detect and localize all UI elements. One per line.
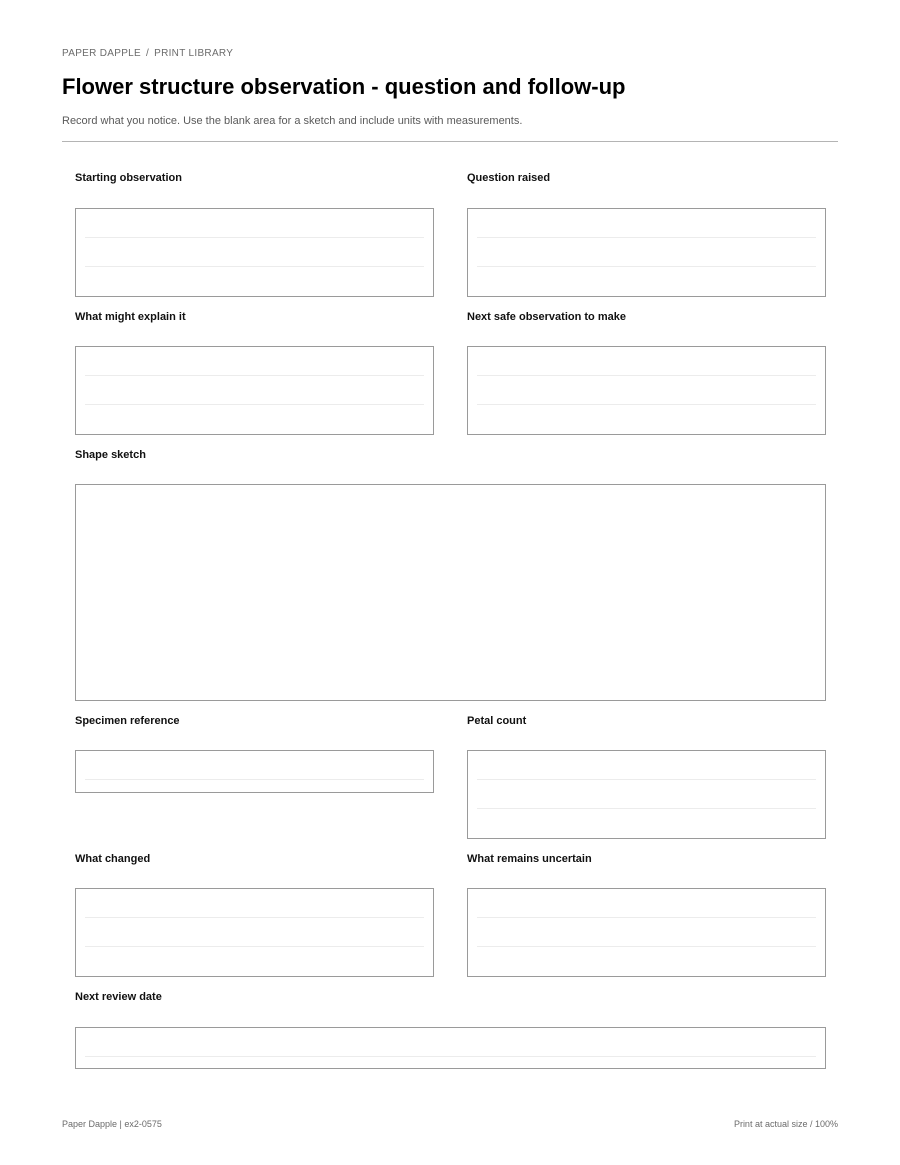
field-label: What might explain it [75,311,186,323]
field-label: Next review date [75,991,162,1003]
petal-count-box[interactable] [467,750,826,839]
writing-line [477,779,816,780]
breadcrumb-section: PRINT LIBRARY [154,48,234,59]
writing-line [477,808,816,809]
writing-line [477,917,816,918]
writing-line [477,266,816,267]
specimen-reference-box[interactable] [75,750,434,793]
shape-sketch-area[interactable] [75,484,826,701]
writing-line [477,237,816,238]
next-review-date-box[interactable] [75,1027,826,1069]
writing-line [85,266,424,267]
writing-line [477,946,816,947]
header-divider [62,141,838,142]
field-what-might-explain [75,311,434,435]
field-shape-sketch [75,449,826,701]
field-label: What remains uncertain [467,853,592,865]
starting-observation-box[interactable] [75,208,434,297]
field-label: Shape sketch [75,449,146,461]
question-raised-box[interactable] [467,208,826,297]
writing-line [85,917,424,918]
field-label: Next safe observation to make [467,311,626,323]
field-what-remains-uncertain [467,853,826,977]
next-safe-observation-box[interactable] [467,346,826,435]
what-might-explain-box[interactable] [75,346,434,435]
writing-line [85,1056,816,1057]
field-question-raised [467,172,826,297]
field-label: Specimen reference [75,715,180,727]
field-starting-observation [75,172,434,297]
footer-print-note: Print at actual size / 100% [733,1119,838,1129]
field-what-changed [75,853,434,977]
what-remains-uncertain-box[interactable] [467,888,826,977]
writing-line [477,404,816,405]
writing-line [477,375,816,376]
page-subtitle: Record what you notice. Use the blank area for a sketch and include units with measurements. [62,115,523,127]
page-title: Flower structure observation - question and follow-up [62,74,626,99]
breadcrumb-brand: PAPER DAPPLE [62,48,142,59]
what-changed-box[interactable] [75,888,434,977]
footer-document-id: Paper Dapple | ex2-0575 [62,1119,162,1129]
field-label: Starting observation [75,172,182,184]
writing-line [85,404,424,405]
field-next-review-date [75,991,826,1069]
field-label: Petal count [467,715,527,727]
field-next-safe-observation [467,311,826,435]
writing-line [85,779,424,780]
writing-line [85,946,424,947]
writing-line [85,375,424,376]
field-specimen-reference [75,715,434,793]
field-label: Question raised [467,172,551,184]
breadcrumb [62,48,233,59]
breadcrumb-separator: / [146,48,150,59]
field-label: What changed [75,853,151,865]
field-petal-count [467,715,826,839]
writing-line [85,237,424,238]
